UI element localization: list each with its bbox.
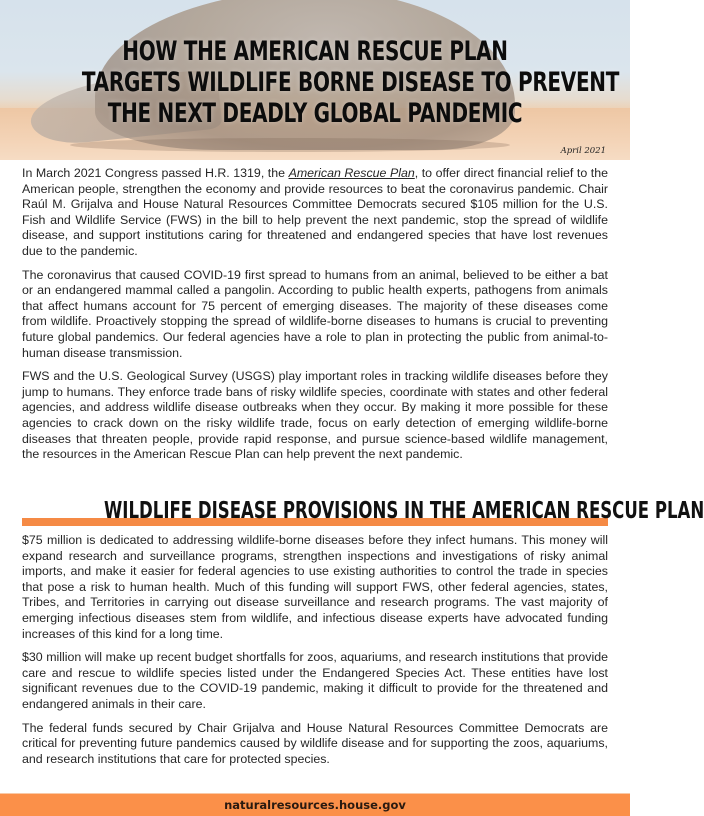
intro-p1-after: , to offer direct financial relief to the American people, strengthen the economy and provide resources to beat the coronavirus pandemic. Chair Raúl M. Grijalva and House Natural Resources Committee Democrats secured $105 million for the U.S. Fish and Wildlife Service (FWS) in the bill to help prevent the next pandemic, stop the spread of wildlife disease, and support institutions caring for threatened and endangered species that have lost revenues due to the pandemic. [22,166,608,258]
closing-paragraph: The federal funds secured by Chair Grijalva and House Natural Resources Committee Democrats are critical for preventing future pandemics caused by wildlife disease and for supporting the zoos, aquariums, and research institutions that care for protected species. [22,720,608,766]
page-title [81,36,620,129]
title-line-3: THE NEXT DEADLY GLOBAL PANDEMIC [107,98,523,129]
provisions-section [22,533,608,775]
provision-paragraph-30-million: $30 million will make up recent budget shortfalls for zoos, aquariums, and research institutions that provide care and rescue to wildlife species listed under the Endangered Species Act. These entities have lost significant revenues due to the COVID-19 pandemic, making it difficult to provide for the threatened and endangered animals in their care. [22,650,608,711]
header-banner [0,0,630,160]
intro-paragraph-3: FWS and the U.S. Geological Survey (USGS) play important roles in tracking wildlife diseases before they jump to humans. They enforce trade bans of risky wildlife species, coordinate with states and other federal agencies, and address wildlife disease outbreaks when they occur. By making it more possible for these agencies to crack down on the risky wildlife trade, focus on early detection of emerging wildlife-borne diseases that threaten people, provide rapid response, and pursue science-based wildlife management, the resources in the American Rescue Plan can help prevent the next pandemic. [22,369,608,462]
american-rescue-plan-link[interactable]: American Rescue Plan [288,166,415,180]
provision-paragraph-75-million: $75 million is dedicated to addressing wildlife-borne diseases before they infect humans. This money will expand research and surveillance programs, strengthen inspections and investigations of risky animal imports, and make it easier for federal agencies to use existing authorities to control the trade in species that pose a risk to human health. Much of this funding will support FWS, other federal agencies, states, Tribes, and Territories in carrying out disease surveillance and research programs. The vast majority of emerging infectious diseases stem from wildlife, and infectious disease experts have advocated funding increases of this kind for a long time. [22,533,608,641]
website-link[interactable]: naturalresources.house.gov [224,798,406,812]
section-heading-text: WILDLIFE DISEASE PROVISIONS IN THE AMERICAN RESCUE PLAN [104,498,704,524]
intro-paragraph-1 [22,166,608,260]
title-line-1: HOW THE AMERICAN RESCUE PLAN [122,36,508,67]
intro-section [22,166,608,471]
title-line-2: TARGETS WILDLIFE BORNE DISEASE TO PREVENT [81,67,620,98]
pangolin-shadow [70,138,510,152]
footer-bar [0,793,630,816]
section-heading [22,497,704,529]
intro-paragraph-2: The coronavirus that caused COVID-19 first spread to humans from an animal, believed to be either a bat or an endangered mammal called a pangolin. According to public health experts, pathogens from animals that affect humans account for 75 percent of emerging diseases. The majority of these diseases come from wildlife. Proactively stopping the spread of wildlife-borne diseases to humans is crucial to preventing future global pandemics. Our federal agencies have a role to plan in protecting the public from animal-to-human disease transmission. [22,267,608,360]
intro-p1-before: In March 2021 Congress passed H.R. 1319, the [22,166,289,180]
publish-date: April 2021 [560,146,606,156]
